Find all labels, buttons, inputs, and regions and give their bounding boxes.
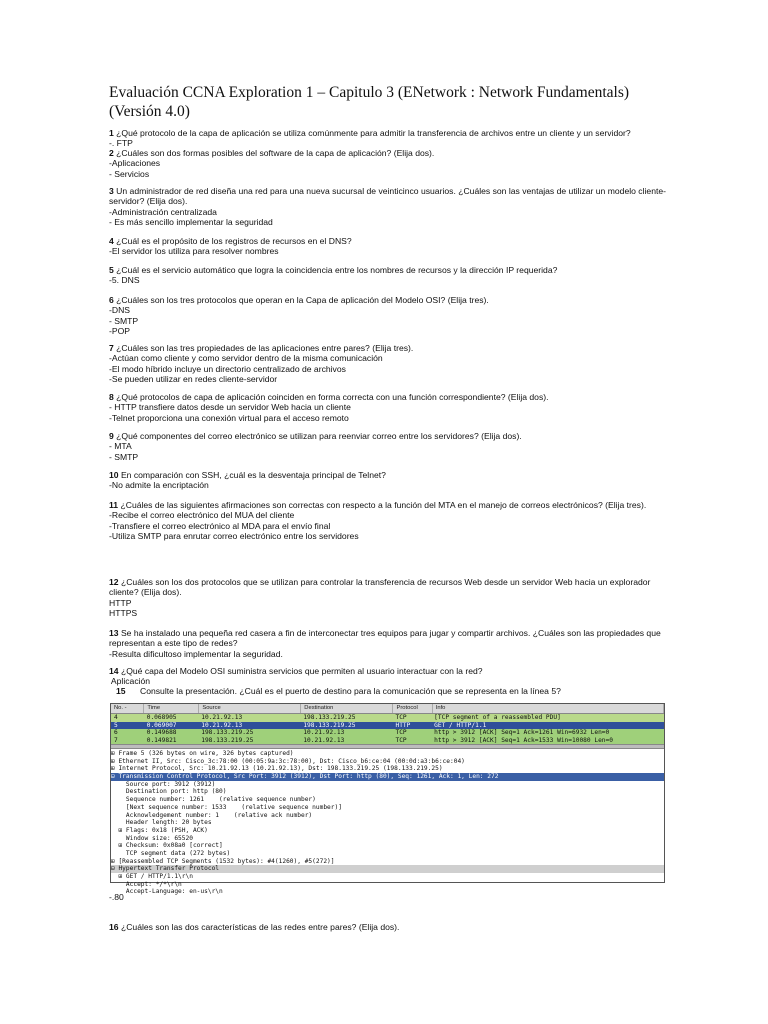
answer-line: -. FTP <box>109 138 133 149</box>
question-line <box>109 577 669 598</box>
answer-line: HTTPS <box>109 608 138 619</box>
column-no: No. - <box>111 704 144 713</box>
tree-line[interactable]: Sequence number: 1261 (relative sequence number) <box>111 796 316 804</box>
question-14 <box>109 666 669 687</box>
answer-line: - HTTP transfiere datos desde un servidor Web hacia un cliente <box>109 402 351 413</box>
question-text: ¿Cuáles son las dos características de las redes entre pares? (Elija dos). <box>120 922 400 932</box>
question-7 <box>109 343 669 385</box>
tree-line[interactable]: [Next sequence number: 1533 (relative sequence number)] <box>111 803 342 811</box>
question-line <box>109 148 669 158</box>
packet-cell-no: 6 <box>114 729 118 736</box>
question-line <box>109 186 669 207</box>
packet-cell-info: http > 3912 [ACK] Seq=1 Ack=1533 Win=10080 Len=0 <box>434 736 613 744</box>
question-16 <box>109 922 669 932</box>
answer-line: Aplicación <box>109 676 151 687</box>
question-number: 10 <box>109 470 119 480</box>
question-number: 9 <box>109 431 114 441</box>
packet-list <box>111 714 664 744</box>
packet-cell-time: 0.149688 <box>146 729 177 736</box>
question-line <box>109 470 669 480</box>
answer-line: -Aplicaciones <box>109 158 161 169</box>
answer-line: -Administración centralizada <box>109 206 217 217</box>
question-line <box>109 343 669 353</box>
question-11 <box>109 500 669 542</box>
tree-line[interactable]: Source port: 3912 (3912) <box>111 780 216 788</box>
question-line <box>109 666 669 676</box>
question-13 <box>109 628 669 659</box>
tree-line[interactable]: ⊞ Ethernet II, Src: Cisco_3c:78:00 (00:05:9a:3c:78:00), Dst: Cisco_b6:ce:04 (00:0d:a3:b6:ce:04) <box>111 757 465 765</box>
packet-cell-dst: 198.133.219.25 <box>303 721 356 729</box>
answer-line: - Es más sencillo implementar la seguridad <box>109 217 273 228</box>
packet-cell-no: 4 <box>114 714 118 721</box>
question-line <box>109 295 669 305</box>
answer-line: -DNS <box>109 305 131 316</box>
question-number: 13 <box>109 628 119 638</box>
tree-line[interactable]: ⊟ Hypertext Transfer Protocol <box>111 865 664 873</box>
packet-cell-info: http > 3912 [ACK] Seq=1 Ack=1261 Win=6932 Len=0 <box>434 729 610 736</box>
question-line <box>109 128 669 138</box>
packet-cell-src: 10.21.92.13 <box>201 714 243 721</box>
tree-line[interactable]: ⊞ Checksum: 0x08a0 [correct] <box>111 842 223 850</box>
packet-row[interactable] <box>111 729 664 737</box>
tree-line[interactable]: ⊞ GET / HTTP/1.1\r\n <box>111 873 193 880</box>
packet-cell-proto: TCP <box>395 736 407 744</box>
packet-cell-info: GET / HTTP/1.1 <box>434 721 487 729</box>
answer-line: -Actúan como cliente y como servidor dentro de la misma comunicación <box>109 353 383 364</box>
question-number: 1 <box>109 128 114 138</box>
column-info: Info <box>433 704 664 713</box>
packet-cell-time: 0.069007 <box>146 721 177 729</box>
question-number: 12 <box>109 577 119 587</box>
question-12 <box>109 577 669 619</box>
packet-row[interactable] <box>111 737 664 745</box>
column-protocol: Protocol <box>393 704 432 713</box>
question-text: ¿Cuáles son las tres propiedades de las aplicaciones entre pares? (Elija tres). <box>116 343 414 353</box>
packet-cell-time: 0.068905 <box>146 714 177 721</box>
question-line <box>109 628 669 649</box>
question-2 <box>109 148 669 179</box>
question-number: 14 <box>109 666 119 676</box>
packet-row[interactable] <box>111 722 664 730</box>
question-text: ¿Cuál es el servicio automático que logra la coincidencia entre los nombres de recursos y la dirección IP requerida? <box>116 265 558 275</box>
question-line <box>109 431 669 441</box>
question-number: 16 <box>109 922 119 932</box>
tree-line[interactable]: Header length: 20 bytes <box>111 819 212 827</box>
question-6 <box>109 295 669 337</box>
packet-details-tree <box>111 749 664 896</box>
question-text: ¿Cuáles son dos formas posibles del software de la capa de aplicación? (Elija dos). <box>116 148 435 158</box>
answer-line: -El servidor los utiliza para resolver nombres <box>109 246 279 257</box>
column-time: Time <box>144 704 199 713</box>
packet-list-header <box>111 704 664 714</box>
answer-line: - SMTP <box>109 315 139 326</box>
answer-line: -No admite la encriptación <box>109 480 209 491</box>
packet-cell-dst: 10.21.92.13 <box>303 736 345 744</box>
answer-line: -Transfiere el correo electrónico al MDA para el envío final <box>109 520 331 531</box>
answer-line: -Resulta dificultoso implementar la seguridad. <box>109 648 283 659</box>
packet-cell-src: 198.133.219.25 <box>201 729 254 736</box>
answer-line: - Servicios <box>109 168 150 179</box>
tree-line[interactable]: ⊟ Transmission Control Protocol, Src Port: 3912 (3912), Dst Port: http (80), Seq: 1261, Ack: 1, Len: 272 <box>111 773 664 781</box>
tree-line[interactable]: Destination port: http (80) <box>111 788 227 796</box>
answer-line: HTTP <box>109 597 132 608</box>
tree-line[interactable]: Accept: */*\r\n <box>111 880 182 888</box>
question-number: 8 <box>109 392 114 402</box>
question-5 <box>109 265 669 286</box>
question-text: Un administrador de red diseña una red para una nueva sucursal de veinticinco usuarios. ¿Cuáles son las ventajas de utilizar un modelo cliente-servidor? (Elija dos). <box>109 186 667 207</box>
tree-line[interactable]: ⊞ [Reassembled TCP Segments (1532 bytes): #4(1260), #5(272)] <box>111 857 335 865</box>
column-destination: Destination <box>301 704 393 713</box>
packet-cell-dst: 198.133.219.25 <box>303 714 356 721</box>
tree-line[interactable]: TCP segment data (272 bytes) <box>111 849 231 857</box>
answer-line: -POP <box>109 326 131 337</box>
question-line <box>109 392 669 402</box>
tree-line[interactable]: Accept-Language: en-us\r\n <box>111 888 223 896</box>
question-text: En comparación con SSH, ¿cuál es la desventaja principal de Telnet? <box>120 470 386 480</box>
column-source: Source <box>199 704 301 713</box>
question-1 <box>109 128 669 149</box>
answer-line: -Utiliza SMTP para enrutar correo electrónico entre los servidores <box>109 531 359 542</box>
question-3 <box>109 186 669 228</box>
page-title: Evaluación CCNA Exploration 1 – Capitulo 3 (ENetwork : Network Fundamentals) (Versión 4.0) <box>109 84 630 120</box>
question-number: 5 <box>109 265 114 275</box>
question-number: 3 <box>109 186 114 196</box>
question-text: ¿Qué componentes del correo electrónico se utilizan para reenviar correo entre los servidores? (Elija dos). <box>116 431 522 441</box>
question-4 <box>109 236 669 257</box>
answer-line: -Recibe el correo electrónico del MUA del cliente <box>109 510 295 521</box>
question-number: 11 <box>109 500 119 510</box>
question-number: 4 <box>109 236 114 246</box>
question-9 <box>109 431 669 462</box>
answer-15: -.80 <box>109 892 124 902</box>
question-number: 6 <box>109 295 114 305</box>
packet-cell-proto: TCP <box>395 729 407 736</box>
tree-line[interactable]: ⊞ Frame 5 (326 bytes on wire, 326 bytes captured) <box>111 750 294 757</box>
question-number: 15 <box>116 686 126 696</box>
question-text: ¿Cuáles son los dos protocolos que se utilizan para controlar la transferencia de recursos Web desde un servidor Web hacia un explorador cliente? (Elija dos). <box>109 577 651 598</box>
question-8 <box>109 392 669 423</box>
packet-cell-no: 5 <box>114 721 118 729</box>
question-line <box>109 500 669 510</box>
packet-cell-proto: TCP <box>395 714 407 721</box>
answer-line: -Telnet proporciona una conexión virtual para el acceso remoto <box>109 412 349 423</box>
tree-line[interactable]: ⊞ Internet Protocol, Src: 10.21.92.13 (10.21.92.13), Dst: 198.133.219.25 (198.133.219.25) <box>111 765 443 773</box>
question-text: ¿Cuál es el propósito de los registros de recursos en el DNS? <box>116 236 352 246</box>
answer-line: - SMTP <box>109 451 139 462</box>
answer-line: -5. DNS <box>109 275 140 286</box>
question-text: Consulte la presentación. ¿Cuál es el puerto de destino para la comunicación que se representa en la línea 5? <box>140 686 561 696</box>
packet-cell-info: [TCP segment of a reassembled PDU] <box>434 714 561 721</box>
answer-line: -El modo híbrido incluye un directorio centralizado de archivos <box>109 363 346 374</box>
answer-line: - MTA <box>109 441 132 452</box>
question-text: ¿Cuáles de las siguientes afirmaciones son correctas con respecto a la función del MTA en el manejo de correos electrónicos? (Elija tres). <box>120 500 647 510</box>
packet-row[interactable] <box>111 714 664 722</box>
question-text: ¿Cuáles son los tres protocolos que operan en la Capa de aplicación del Modelo OSI? (Elija tres). <box>116 295 489 305</box>
question-number: 7 <box>109 343 114 353</box>
packet-cell-src: 198.133.219.25 <box>201 736 254 744</box>
packet-cell-src: 10.21.92.13 <box>201 721 243 729</box>
question-line <box>109 265 669 275</box>
packet-cell-time: 0.149821 <box>146 736 177 744</box>
question-text: ¿Qué capa del Modelo OSI suministra servicios que permiten al usuario interactuar con la red? <box>120 666 483 676</box>
question-text: Se ha instalado una pequeña red casera a fin de interconectar tres equipos para jugar y compartir archivos. ¿Cuáles son las propiedades que representan a este tipo de redes? <box>109 628 661 649</box>
tree-line[interactable]: Window size: 65520 <box>111 834 193 842</box>
tree-line[interactable]: ⊞ Flags: 0x18 (PSH, ACK) <box>111 826 208 834</box>
question-line <box>109 236 669 246</box>
packet-capture-screenshot <box>110 703 665 896</box>
question-text: ¿Qué protocolo de la capa de aplicación se utiliza comúnmente para admitir la transferencia de archivos entre un cliente y un servidor? <box>116 128 631 138</box>
question-text: ¿Qué protocolos de capa de aplicación coinciden en forma correcta con una función correspondiente? (Elija dos). <box>116 392 549 402</box>
question-10 <box>109 470 669 491</box>
question-15 <box>116 686 561 696</box>
tree-line[interactable]: Acknowledgement number: 1 (relative ack number) <box>111 811 313 819</box>
question-number: 2 <box>109 148 114 158</box>
packet-cell-no: 7 <box>114 736 118 744</box>
packet-cell-dst: 10.21.92.13 <box>303 729 345 736</box>
packet-cell-proto: HTTP <box>395 721 411 729</box>
answer-line: -Se pueden utilizar en redes cliente-servidor <box>109 374 278 385</box>
